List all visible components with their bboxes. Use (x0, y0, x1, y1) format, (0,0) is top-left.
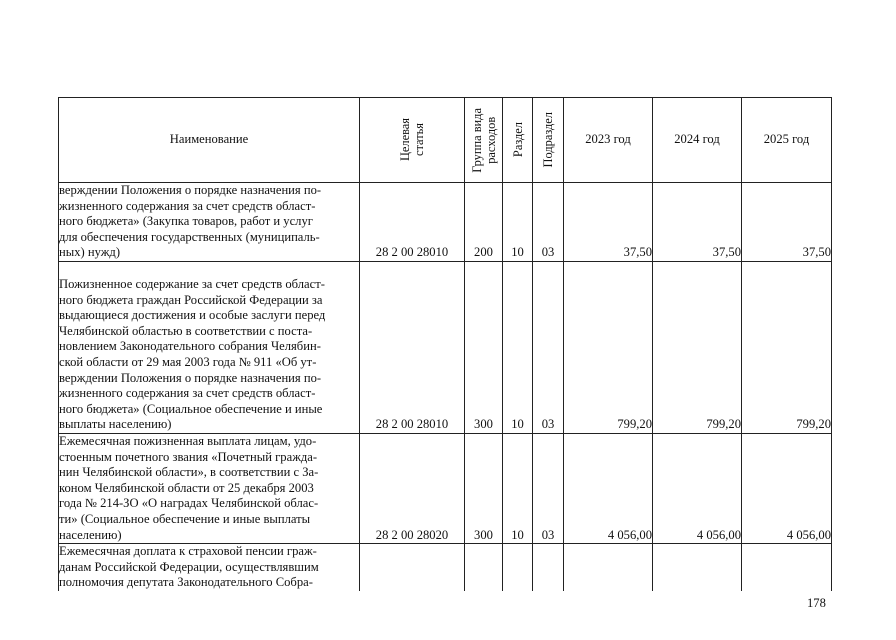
row-amount-2023: 799,20 (564, 262, 653, 434)
row-section: 10 (503, 183, 533, 262)
row-target-article: 28 2 00 28010 (360, 183, 465, 262)
row-expense-group (465, 544, 503, 591)
row-target-article: 28 2 00 28010 (360, 262, 465, 434)
row-amount-2024: 4 056,00 (653, 434, 742, 544)
header-subsection: Подраздел (533, 98, 564, 183)
row-amount-2024: 37,50 (653, 183, 742, 262)
header-expense-group: Группа вида расходов (465, 98, 503, 183)
row-name: Ежемесячная доплата к страховой пенсии граж- данам Российской Федерации, осуществлявшим полномочия депутата Законодательного Собра- (59, 544, 360, 591)
row-amount-2025 (742, 544, 832, 591)
header-year-2025: 2025 год (742, 98, 832, 183)
row-section: 10 (503, 434, 533, 544)
row-expense-group: 200 (465, 183, 503, 262)
row-name: Ежемесячная пожизненная выплата лицам, удо- стоенным почетного звания «Почетный гражда- нин Челябинской области», в соответствии с За- коном Челябинской области от 25 декабря 2003 года № 214-ЗО «О наградах Челябинской облас- ти» (Социальное обеспечение и иные выплаты населению) (59, 434, 360, 544)
page-number: 178 (807, 596, 826, 610)
row-amount-2025: 37,50 (742, 183, 832, 262)
row-amount-2024: 799,20 (653, 262, 742, 434)
row-subsection (533, 544, 564, 591)
row-subsection: 03 (533, 183, 564, 262)
row-expense-group: 300 (465, 262, 503, 434)
header-target-article: Целевая статья (360, 98, 465, 183)
row-amount-2025: 799,20 (742, 262, 832, 434)
row-amount-2023 (564, 544, 653, 591)
row-subsection: 03 (533, 262, 564, 434)
header-year-2024: 2024 год (653, 98, 742, 183)
budget-table (58, 97, 832, 591)
row-section: 10 (503, 262, 533, 434)
row-subsection: 03 (533, 434, 564, 544)
row-target-article: 28 2 00 28020 (360, 434, 465, 544)
table-row (59, 183, 832, 262)
table-header-row (59, 98, 832, 183)
table-row (59, 262, 832, 434)
row-name: верждении Положения о порядке назначения по- жизненного содержания за счет средств област- ного бюджета» (Закупка товаров, работ и услуг для обеспечения государственных (муниципаль- ных) нужд) (59, 183, 360, 262)
row-amount-2023: 4 056,00 (564, 434, 653, 544)
row-amount-2023: 37,50 (564, 183, 653, 262)
row-amount-2025: 4 056,00 (742, 434, 832, 544)
row-section (503, 544, 533, 591)
table-row (59, 434, 832, 544)
row-name: Пожизненное содержание за счет средств област- ного бюджета граждан Российской Федерации за выдающиеся достижения и особые заслуги перед Челябинской областью в соответствии с поста- новлением Законодательного собрания Челябин- ской области от 29 мая 2003 года № 911 «Об ут- верждении Положения о порядке назначения по- жизненного содержания за счет средств област- ного бюджета» (Социальное обеспечение и иные выплаты населению) (59, 262, 360, 434)
header-name: Наименование (59, 98, 360, 183)
row-expense-group: 300 (465, 434, 503, 544)
row-amount-2024 (653, 544, 742, 591)
table-row (59, 544, 832, 591)
header-year-2023: 2023 год (564, 98, 653, 183)
header-section: Раздел (503, 98, 533, 183)
row-target-article (360, 544, 465, 591)
